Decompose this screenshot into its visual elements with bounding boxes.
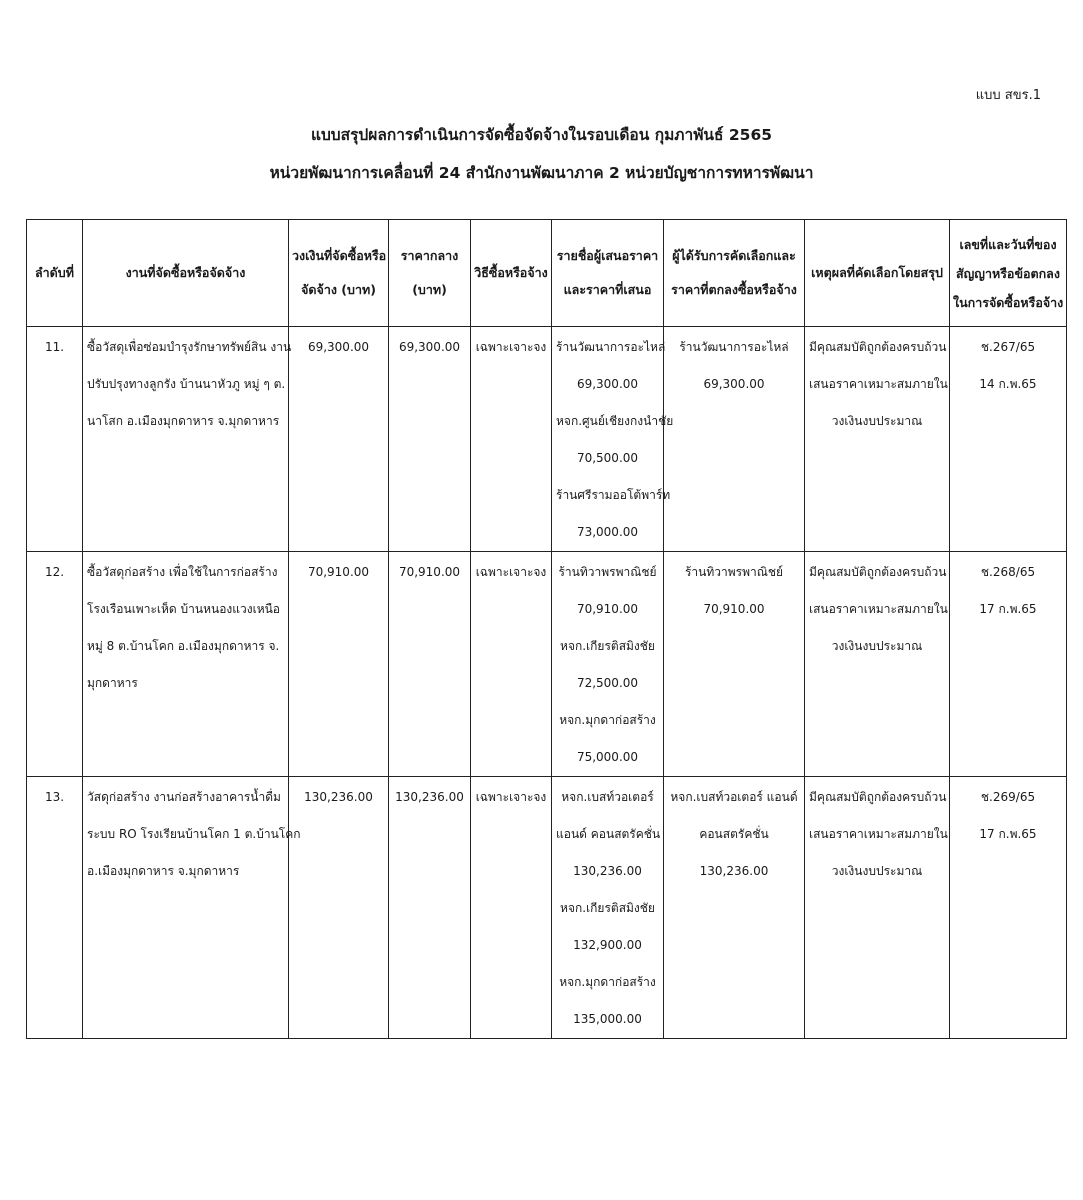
cell-line: ร้านศรีรามออโต้พาร์ท — [556, 488, 671, 502]
cell-line: ปรับปรุงทางลูกรัง บ้านนาหัวภู หมู่ ๆ ต. — [87, 377, 286, 391]
header-line: (บาท) — [412, 282, 447, 297]
cell-contract — [950, 327, 1067, 552]
cell-line: หจก.ศูนย์เชียงกงนำชัย — [556, 414, 674, 428]
cell-reason — [805, 327, 950, 552]
cell-winner — [664, 327, 805, 552]
cell-line: 69,300.00 — [398, 340, 461, 354]
cell-line: ช.268/65 — [980, 565, 1036, 579]
cell-line: หจก.มุกดาก่อสร้าง — [559, 975, 656, 989]
table-row — [27, 552, 1067, 777]
cell-line: 70,910.00 — [307, 565, 370, 579]
cell-reason — [805, 777, 950, 1039]
header-line: จัดจ้าง (บาท) — [301, 282, 376, 297]
cell-line: มีคุณสมบัติถูกต้องครบถ้วน — [809, 340, 947, 354]
header-line: ในการจัดซื้อหรือจ้าง — [953, 294, 1064, 310]
cell-seq — [27, 552, 83, 777]
cell-line: 70,910.00 — [398, 565, 461, 579]
cell-work — [83, 327, 292, 552]
header-seq — [27, 220, 83, 327]
cell-line: นาโสก อ.เมืองมุกดาหาร จ.มุกดาหาร — [87, 414, 280, 428]
cell-line: วงเงินงบประมาณ — [831, 639, 923, 653]
cell-line: เฉพาะเจาะจง — [475, 790, 547, 804]
table-row — [27, 327, 1067, 552]
header-line: วงเงินที่จัดซื้อหรือ — [292, 248, 387, 263]
header-line: ราคาที่ตกลงซื้อหรือจ้าง — [671, 282, 797, 297]
cell-bidders — [552, 327, 674, 552]
cell-contract — [950, 777, 1067, 1039]
header-line: ลำดับที่ — [35, 265, 74, 280]
cell-line: หจก.เกียรติสมิงชัย — [560, 901, 655, 915]
cell-line: หจก.เกียรติสมิงชัย — [560, 639, 655, 653]
cell-line: 12. — [44, 565, 65, 579]
header-line: เหตุผลที่คัดเลือกโดยสรุป — [811, 265, 943, 280]
cell-line: มีคุณสมบัติถูกต้องครบถ้วน — [809, 565, 947, 579]
cell-line: ช.269/65 — [980, 790, 1036, 804]
cell-line: 69,300.00 — [576, 377, 639, 391]
cell-line: 72,500.00 — [576, 676, 639, 690]
header-line: งานที่จัดซื้อหรือจัดจ้าง — [125, 265, 246, 280]
form-code: แบบ สขร.1 — [975, 88, 1041, 103]
header-work — [83, 220, 289, 327]
cell-line: วัสดุก่อสร้าง งานก่อสร้างอาคารน้ำดื่ม — [87, 790, 281, 804]
cell-budget — [289, 777, 389, 1039]
cell-line: เฉพาะเจาะจง — [475, 340, 547, 354]
cell-line: 73,000.00 — [576, 525, 639, 539]
cell-bidders — [552, 552, 664, 777]
cell-line: เสนอราคาเหมาะสมภายใน — [809, 602, 948, 616]
cell-line: คอนสตรัคชั่น — [699, 827, 769, 841]
cell-line: 17 ก.พ.65 — [979, 827, 1037, 841]
cell-line: 130,236.00 — [395, 790, 464, 804]
header-line: เลขที่และวันที่ของ — [959, 236, 1057, 252]
cell-line: 130,236.00 — [304, 790, 373, 804]
cell-line: 70,500.00 — [576, 451, 639, 465]
cell-winner — [664, 777, 805, 1039]
cell-bidders — [552, 777, 664, 1039]
cell-method — [471, 552, 552, 777]
header-line: วิธีซื้อหรือจ้าง — [474, 265, 548, 280]
cell-line: 13. — [44, 790, 65, 804]
cell-line: หจก.มุกดาก่อสร้าง — [559, 713, 656, 727]
cell-line: หจก.เบสท์วอเตอร์ — [561, 790, 654, 804]
header-contract — [950, 220, 1067, 327]
cell-work — [83, 552, 289, 777]
document-subtitle: หน่วยพัฒนาการเคลื่อนที่ 24 สำนักงานพัฒนาภาค 2 หน่วยบัญชาการทหารพัฒนา — [269, 164, 814, 182]
cell-line: เสนอราคาเหมาะสมภายใน — [809, 377, 948, 391]
header-reason — [805, 220, 950, 327]
cell-budget — [289, 552, 389, 777]
header-winner — [664, 220, 805, 327]
cell-line: วงเงินงบประมาณ — [831, 414, 923, 428]
cell-line: ระบบ RO โรงเรียนบ้านโคก 1 ต.บ้านโคก — [87, 827, 301, 841]
cell-line: ร้านวัฒนาการอะไหล่ — [556, 340, 666, 354]
cell-line: 70,910.00 — [703, 602, 765, 616]
cell-line: ซื้อวัสดุเพื่อซ่อมบำรุงรักษาทรัพย์สิน งาน — [87, 340, 292, 354]
cell-line: มุกดาหาร — [87, 676, 138, 690]
document-title: แบบสรุปผลการดำเนินการจัดซื้อจัดจ้างในรอบเดือน กุมภาพันธ์ 2565 — [310, 126, 773, 144]
cell-seq — [27, 777, 83, 1039]
header-budget — [289, 220, 389, 327]
cell-line: 132,900.00 — [573, 938, 642, 952]
cell-method — [471, 327, 552, 552]
cell-line: ร้านทิวาพรพาณิชย์ — [684, 565, 784, 579]
header-bidders — [552, 220, 664, 327]
cell-line: 14 ก.พ.65 — [979, 377, 1037, 391]
cell-line: หจก.เบสท์วอเตอร์ แอนด์ — [670, 790, 798, 804]
cell-winner — [664, 552, 805, 777]
header-line: รายชื่อผู้เสนอราคา — [556, 248, 659, 263]
cell-contract — [950, 552, 1067, 777]
cell-line: อ.เมืองมุกดาหาร จ.มุกดาหาร — [87, 864, 240, 878]
cell-line: 75,000.00 — [576, 750, 639, 764]
cell-median-price — [389, 552, 471, 777]
cell-median-price — [389, 327, 471, 552]
header-line: ราคากลาง — [400, 248, 459, 263]
header-line: ผู้ได้รับการคัดเลือกและ — [672, 248, 796, 263]
cell-line: 69,300.00 — [307, 340, 370, 354]
cell-work — [83, 777, 301, 1039]
cell-line: หมู่ 8 ต.บ้านโคก อ.เมืองมุกดาหาร จ. — [87, 639, 280, 653]
cell-line: ช.267/65 — [980, 340, 1036, 354]
cell-line: ร้านวัฒนาการอะไหล่ — [679, 340, 789, 354]
cell-line: 17 ก.พ.65 — [979, 602, 1037, 616]
cell-line: ร้านทิวาพรพาณิชย์ — [558, 565, 657, 579]
cell-line: เฉพาะเจาะจง — [475, 565, 547, 579]
cell-line: แอนด์ คอนสตรัคชั่น — [556, 827, 661, 841]
header-method — [471, 220, 552, 327]
header-line: และราคาที่เสนอ — [563, 282, 652, 297]
cell-median-price — [389, 777, 471, 1039]
cell-line: 69,300.00 — [703, 377, 765, 391]
cell-line: เสนอราคาเหมาะสมภายใน — [809, 827, 948, 841]
header-median-price — [389, 220, 471, 327]
cell-budget — [289, 327, 389, 552]
cell-line: 130,236.00 — [699, 864, 769, 878]
procurement-table — [26, 219, 1067, 1039]
cell-seq — [27, 327, 83, 552]
cell-line: มีคุณสมบัติถูกต้องครบถ้วน — [809, 790, 947, 804]
table-row — [27, 777, 1067, 1039]
header-line: สัญญาหรือข้อตกลง — [956, 265, 1060, 281]
cell-line: 135,000.00 — [573, 1012, 642, 1026]
cell-line: 70,910.00 — [576, 602, 639, 616]
cell-method — [471, 777, 552, 1039]
cell-line: 11. — [44, 340, 65, 354]
table-header-row — [27, 220, 1067, 327]
cell-reason — [805, 552, 950, 777]
cell-line: โรงเรือนเพาะเห็ด บ้านหนองแวงเหนือ — [87, 602, 281, 616]
cell-line: วงเงินงบประมาณ — [831, 864, 923, 878]
cell-line: ซื้อวัสดุก่อสร้าง เพื่อใช้ในการก่อสร้าง — [87, 565, 278, 579]
cell-line: 130,236.00 — [573, 864, 642, 878]
